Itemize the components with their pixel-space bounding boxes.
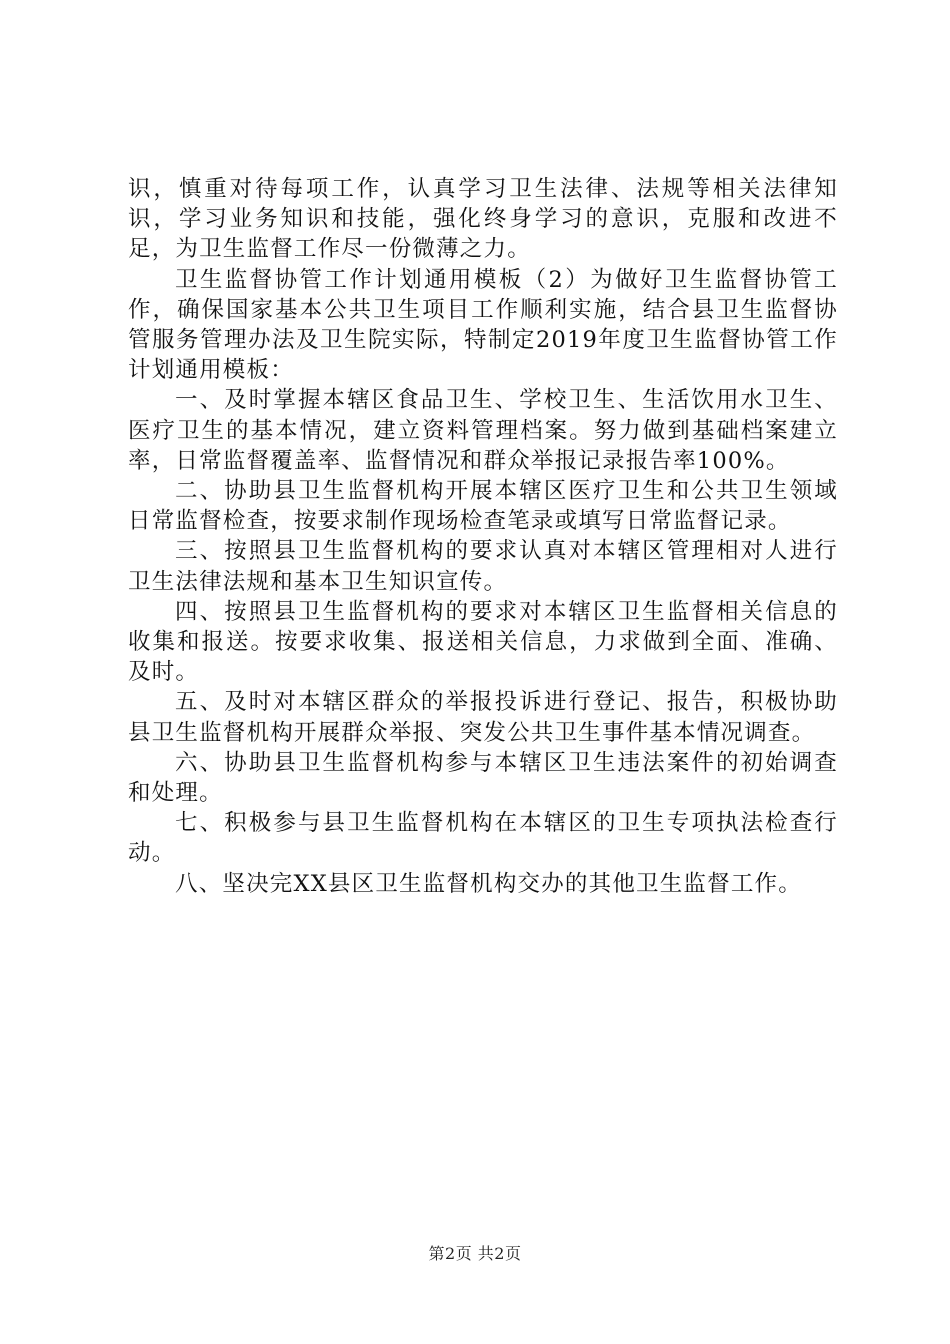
paragraph-continuation: 识，慎重对待每项工作，认真学习卫生法律、法规等相关法律知识，学习业务知识和技能，强化终身学习的意识，克服和改进不足，为卫生监督工作尽一份微薄之力。: [128, 176, 838, 263]
page-number-footer: 第2页 共2页: [428, 1244, 522, 1263]
paragraph-item-7: 七、积极参与县卫生监督机构在本辖区的卫生专项执法检查行动。: [128, 810, 838, 867]
paragraph-item-1: 一、及时掌握本辖区食品卫生、学校卫生、生活饮用水卫生、医疗卫生的基本情况，建立资料管理档案。努力做到基础档案建立率，日常监督覆盖率、监督情况和群众举报记录报告率100%。: [128, 387, 838, 474]
paragraph-item-2: 二、协助县卫生监督机构开展本辖区医疗卫生和公共卫生领域日常监督检查，按要求制作现场检查笔录或填写日常监督记录。: [128, 478, 838, 535]
paragraph-plan-intro: 卫生监督协管工作计划通用模板（2）为做好卫生监督协管工作，确保国家基本公共卫生项目工作顺利实施，结合县卫生监督协管服务管理办法及卫生院实际，特制定2019年度卫生监督协管工作计划通用模板：: [128, 266, 838, 384]
document-body: [128, 174, 838, 899]
paragraph-item-3: 三、按照县卫生监督机构的要求认真对本辖区管理相对人进行卫生法律法规和基本卫生知识宣传。: [128, 538, 838, 595]
paragraph-item-5: 五、及时对本辖区群众的举报投诉进行登记、报告，积极协助县卫生监督机构开展群众举报、突发公共卫生事件基本情况调查。: [128, 689, 838, 746]
paragraph-item-4: 四、按照县卫生监督机构的要求对本辖区卫生监督相关信息的收集和报送。按要求收集、报送相关信息，力求做到全面、准确、及时。: [128, 598, 838, 686]
paragraph-item-6: 六、协助县卫生监督机构参与本辖区卫生违法案件的初始调查和处理。: [128, 749, 838, 807]
paragraph-item-8: 八、坚决完XX县区卫生监督机构交办的其他卫生监督工作。: [175, 870, 802, 897]
